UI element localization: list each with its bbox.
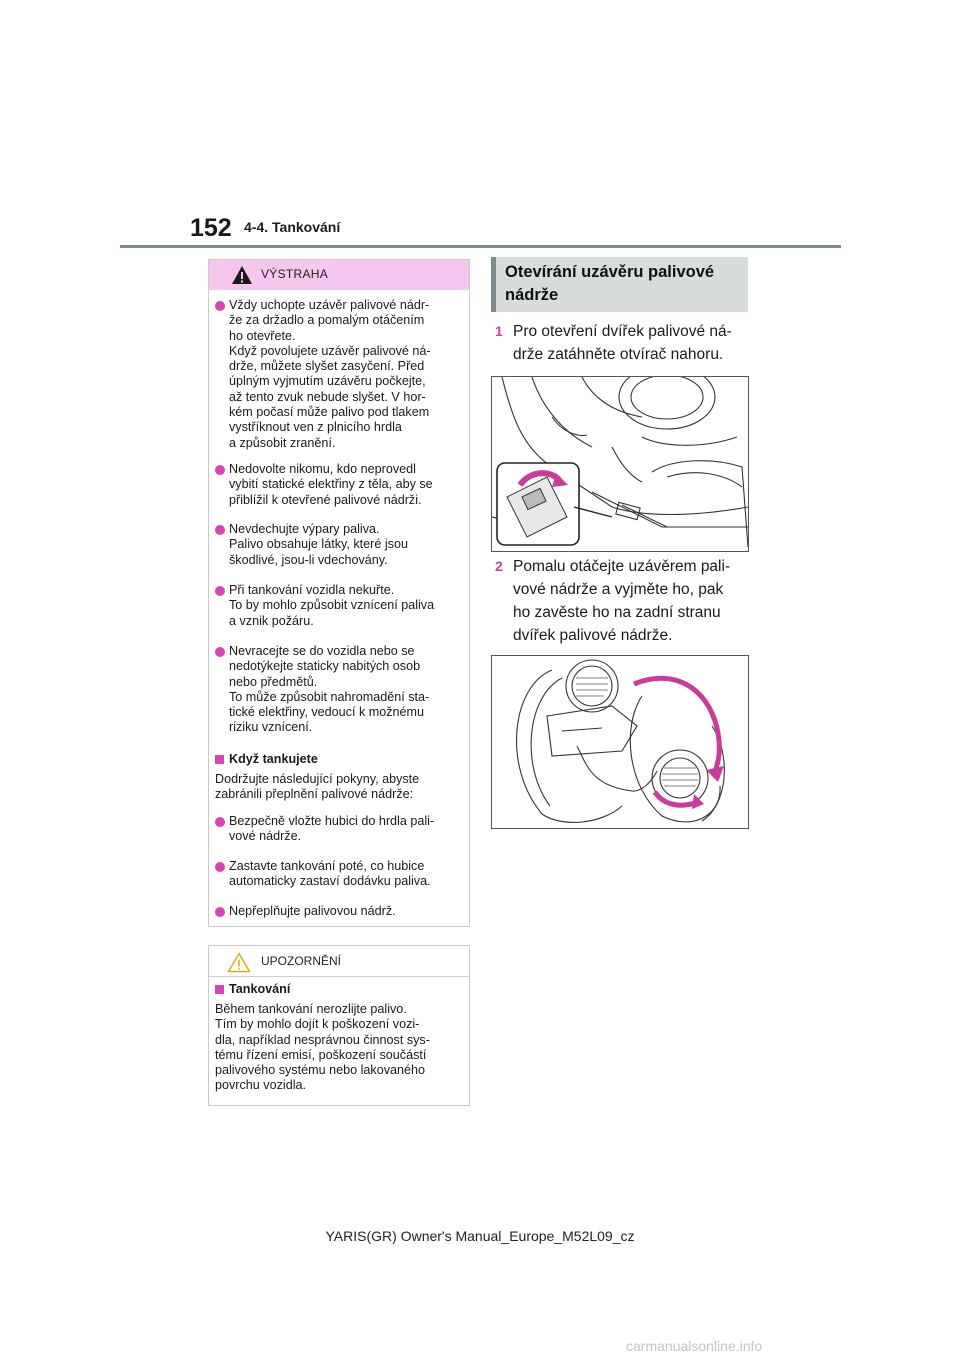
warning-subheading-text: Když tankujete bbox=[229, 752, 318, 766]
warning-bullet-3 bbox=[215, 522, 465, 568]
warning-box bbox=[208, 259, 470, 927]
bullet-dot bbox=[215, 586, 225, 596]
bullet-dot bbox=[215, 647, 225, 657]
caution-box bbox=[208, 945, 470, 1106]
warning-bullet-6 bbox=[215, 814, 465, 845]
caution-header bbox=[209, 946, 469, 977]
square-bullet bbox=[215, 755, 224, 764]
warning-triangle-icon bbox=[231, 265, 253, 285]
warning-bullet-8 bbox=[215, 904, 465, 919]
watermark: carmanualsonline.info bbox=[626, 1338, 763, 1354]
warning-bullet-text: Bezpečně vložte hubici do hrdla pali- vové nádrže. bbox=[229, 814, 435, 844]
bullet-dot bbox=[215, 817, 225, 827]
bullet-dot bbox=[215, 907, 225, 917]
warning-bullet-5 bbox=[215, 644, 465, 736]
warning-bullet-text: Zastavte tankování poté, co hubice automaticky zastaví dodávku paliva. bbox=[229, 859, 431, 889]
warning-bullet-text: Nevdechujte výpary paliva. Palivo obsahuje látky, které jsou škodlivé, jsou-li vdechovány. bbox=[229, 522, 408, 567]
step-text: Pro otevření dvířek palivové ná- drže zatáhněte otvírač nahoru. bbox=[513, 323, 732, 363]
page-number: 152 bbox=[190, 214, 232, 242]
warning-header bbox=[209, 260, 469, 290]
fuel-cap-removal-illustration bbox=[491, 655, 749, 829]
header-rule bbox=[120, 245, 841, 248]
caution-subheading-text: Tankování bbox=[229, 982, 291, 996]
warning-subtext: Dodržujte následující pokyny, abyste zabránili přeplnění palivové nádrže: bbox=[215, 772, 420, 802]
warning-bullet-text: Nepřeplňujte palivovou nádrž. bbox=[229, 904, 396, 918]
warning-bullet-text: Vždy uchopte uzávěr palivové nádr- že za držadlo a pomalým otáčením ho otevřete. Když povolujete uzávěr palivové ná- drže, můžete slyšet zasyčení. Před úplným vyjmutím uzávěru počkejte, až tento zvuk nebude slyšet. V hor- kém počasí může palivo pod tlakem vystříknout ven z plnicího hrdla a způsobit zranění. bbox=[229, 298, 431, 450]
bullet-dot bbox=[215, 301, 225, 311]
step-2 bbox=[495, 555, 753, 647]
bullet-dot bbox=[215, 465, 225, 475]
fuel-door-opener-illustration bbox=[491, 376, 749, 552]
square-bullet bbox=[215, 985, 224, 994]
warning-subheading bbox=[215, 752, 318, 766]
step-number: 2 bbox=[495, 558, 503, 574]
section-heading bbox=[491, 257, 748, 312]
section-heading-text: Otevírání uzávěru palivové nádrže bbox=[505, 263, 715, 304]
warning-bullet-7 bbox=[215, 859, 465, 890]
caution-subheading bbox=[215, 982, 290, 996]
caution-triangle-icon bbox=[227, 952, 251, 973]
bullet-dot bbox=[215, 525, 225, 535]
step-text: Pomalu otáčejte uzávěrem pali- vové nádrže a vyjměte ho, pak ho zavěste ho na zadní stranu dvířek palivové nádrže. bbox=[513, 558, 731, 644]
caution-text: Během tankování nerozlijte palivo. Tím by mohlo dojít k poškození vozi- dla, například nesprávnou činnost sys- tému řízení emisí, poškození součástí palivového systému nebo lakovaného povrchu vozidla. bbox=[215, 1002, 430, 1093]
warning-bullet-text: Nevracejte se do vozidla nebo se nedotýkejte staticky nabitých osob nebo předmětů. To může způsobit nahromadění sta- tické elektřiny, vedoucí k možnému riziku vznícení. bbox=[229, 644, 430, 735]
bullet-dot bbox=[215, 862, 225, 872]
warning-bullet-text: Při tankování vozidla nekuřte. To by mohlo způsobit vznícení paliva a vznik požáru. bbox=[229, 583, 435, 628]
fuel-cap-drawing bbox=[492, 656, 748, 828]
warning-bullet-4 bbox=[215, 583, 465, 629]
step-1 bbox=[495, 320, 753, 366]
car-interior-drawing bbox=[492, 377, 748, 551]
warning-bullet-2 bbox=[215, 462, 465, 508]
heading-bar bbox=[491, 257, 496, 312]
section-title: 4-4. Tankování bbox=[244, 219, 341, 235]
footer-manual-id: YARIS(GR) Owner's Manual_Europe_M52L09_cz bbox=[325, 1228, 635, 1244]
warning-bullet-text: Nedovolte nikomu, kdo neprovedl vybití statické elektřiny z těla, aby se přiblížil k otevřené palivové nádrži. bbox=[229, 462, 433, 507]
warning-bullet-1 bbox=[215, 298, 465, 451]
step-number: 1 bbox=[495, 323, 503, 339]
warning-title: VÝSTRAHA bbox=[261, 267, 329, 281]
caution-title: UPOZORNĚNÍ bbox=[261, 954, 342, 968]
